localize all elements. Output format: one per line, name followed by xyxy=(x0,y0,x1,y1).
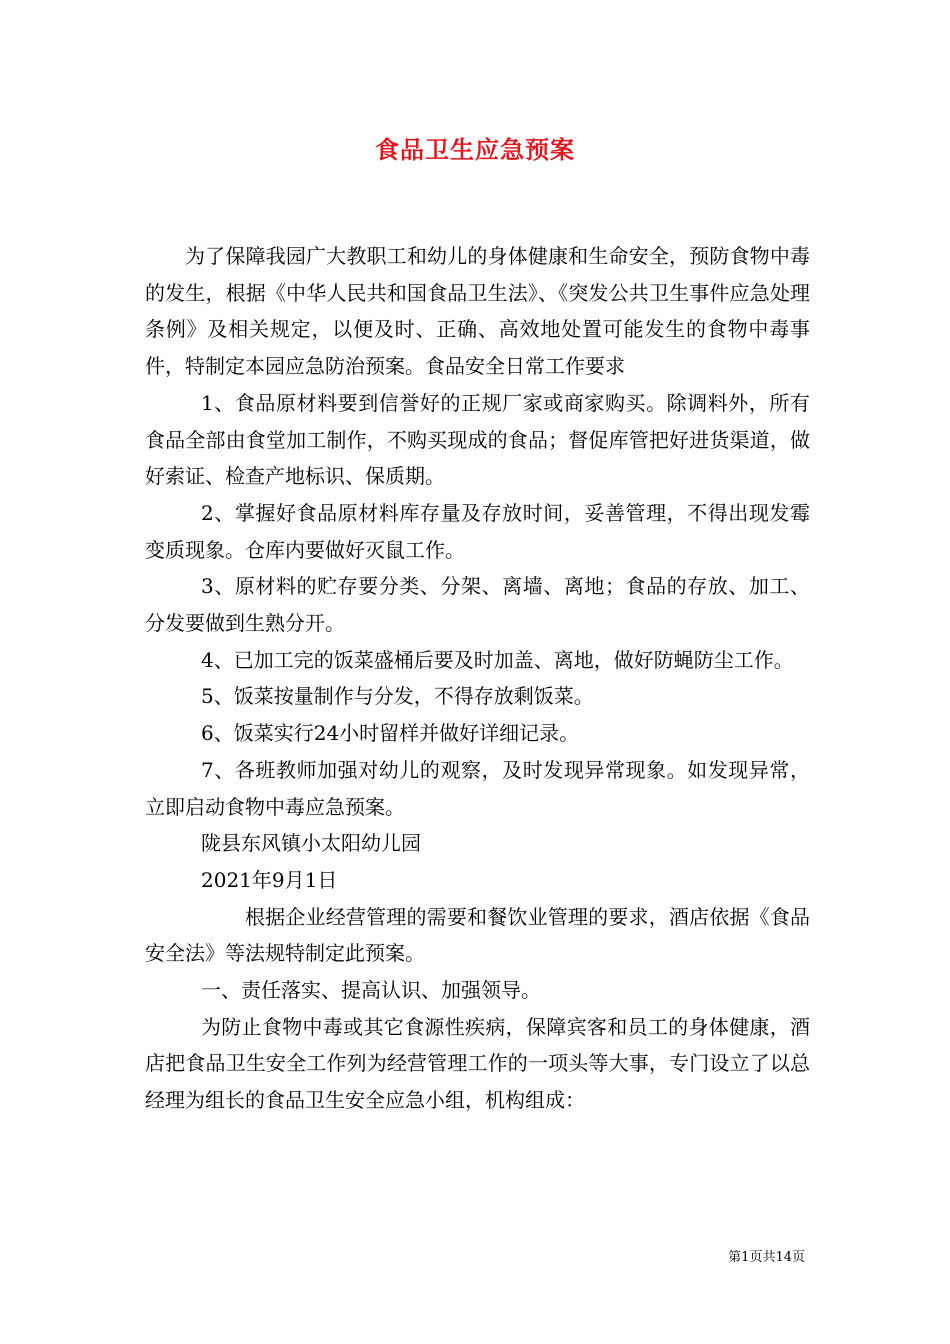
section-heading-1: 一、责任落实、提高认识、加强领导。 xyxy=(201,978,541,1003)
intro-paragraph: 为了保障我园广大教职工和幼儿的身体健康和生命安全，预防食物中毒的发生，根据《中华人民共和国食品卫生法》、《突发公共卫生事件应急处理条例》及相关规定，以便及时、正确、高效地处置可能发生的食物中毒事件，特制定本园应急防治预案。食品安全日常工作要求 xyxy=(145,244,810,379)
requirement-item-3: 3、原材料的贮存要分类、分架、离墙、离地；食品的存放、加工、分发要做到生熟分开。 xyxy=(145,574,810,636)
requirement-item-5: 5、饭菜按量制作与分发，不得存放剩饭菜。 xyxy=(201,684,594,709)
page-number: 第1页共14页 xyxy=(728,1250,805,1265)
requirement-item-6: 6、饭菜实行24小时留样并做好详细记录。 xyxy=(201,721,580,746)
requirement-item-4: 4、已加工完的饭菜盛桶后要及时加盖、离地，做好防蝇防尘工作。 xyxy=(201,647,794,672)
requirement-item-2: 2、掌握好食品原材料库存量及存放时间，妥善管理，不得出现发霉变质现象。仓库内要做好灭鼠工作。 xyxy=(145,500,810,562)
section-1-paragraph: 为防止食物中毒或其它食源性疾病，保障宾客和员工的身体健康，酒店把食品卫生安全工作列为经营管理工作的一项头等大事，专门设立了以总经理为组长的食品卫生安全应急小组，机构组成： xyxy=(145,1014,810,1113)
signature-organization: 陇县东风镇小太阳幼儿园 xyxy=(201,831,421,856)
signature-date: 2021年9月1日 xyxy=(201,867,338,892)
requirement-item-7: 7、各班教师加强对幼儿的观察，及时发现异常现象。如发现异常，立即启动食物中毒应急预案。 xyxy=(145,757,810,819)
hotel-intro-paragraph: 根据企业经营管理的需要和餐饮业管理的要求，酒店依据《食品安全法》等法规特制定此预案。 xyxy=(145,904,810,966)
document-body xyxy=(145,238,810,1119)
document-title: 食品卫生应急预案 xyxy=(375,135,575,164)
requirement-item-1: 1、食品原材料要到信誉好的正规厂家或商家购买。除调料外，所有食品全部由食堂加工制作，不购买现成的食品；督促库管把好进货渠道，做好索证、检查产地标识、保质期。 xyxy=(145,390,810,489)
